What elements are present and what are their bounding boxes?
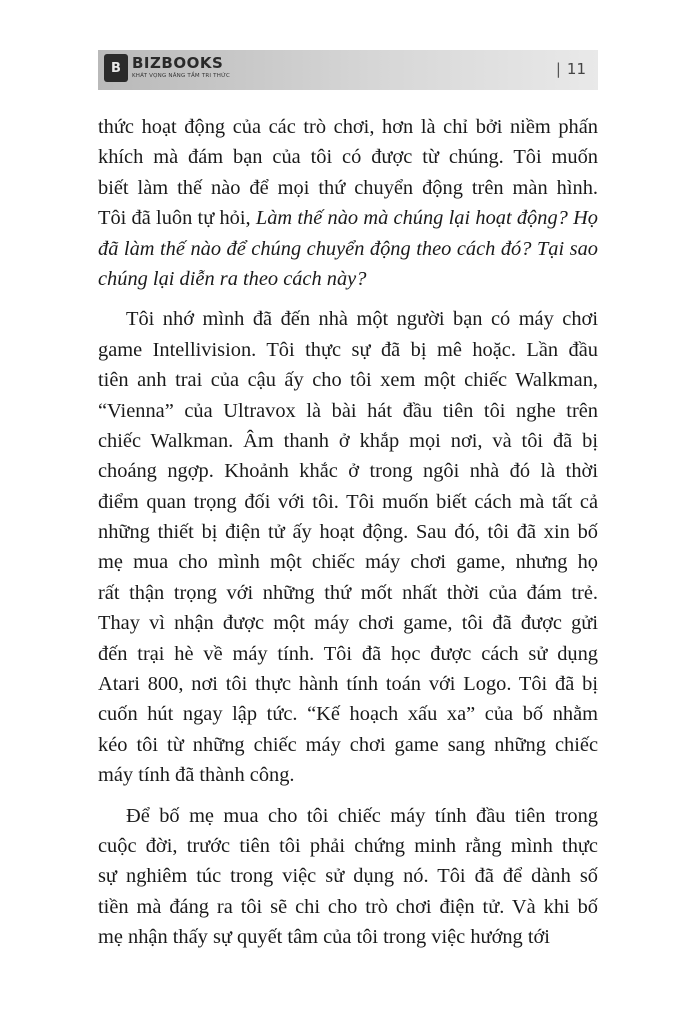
paragraph xyxy=(98,304,598,790)
paragraph-spacing xyxy=(98,791,598,801)
text-line xyxy=(98,608,598,638)
text-line xyxy=(98,639,598,669)
text-line xyxy=(98,264,598,294)
publisher-tagline: KHÁT VỌNG NÂNG TẦM TRI THỨC xyxy=(132,73,231,79)
text-line xyxy=(98,304,598,334)
text-line xyxy=(98,112,598,142)
text-segment: tiền mà đáng ra tôi sẽ chi cho trò chơi điện tử. Và khi bố xyxy=(98,895,598,918)
text-line xyxy=(98,699,598,729)
text-line xyxy=(98,487,598,517)
text-segment: mẹ mua cho mình một chiếc máy chơi game, nhưng họ xyxy=(98,551,598,574)
paragraph xyxy=(98,112,598,294)
italic-text: Làm thế nào mà chúng lại hoạt động? Họ xyxy=(255,207,599,230)
text-segment: điểm quan trọng đối với tôi. Tôi muốn biết cách mà tất cả xyxy=(98,490,598,513)
text-line xyxy=(98,669,598,699)
text-line xyxy=(98,234,598,264)
text-line xyxy=(98,365,598,395)
publisher-logo xyxy=(104,54,230,82)
text-segment: rất thận trọng với những thứ mốt nhất thời của đám trẻ. xyxy=(98,581,598,604)
text-segment: Thay vì nhận được một máy chơi game, tôi đã được gửi xyxy=(98,612,598,635)
text-segment: biết làm thế nào để mọi thứ chuyển động trên màn hình. xyxy=(98,176,598,199)
text-segment: “Vienna” của Ultravox là bài hát đầu tiên tôi nghe trên xyxy=(98,399,598,422)
text-segment: Atari 800, nơi tôi thực hành tính toán với Logo. Tôi đã bị xyxy=(98,673,598,696)
text-line xyxy=(98,730,598,760)
text-line xyxy=(98,426,598,456)
text-line xyxy=(98,760,598,790)
page-number-divider: | xyxy=(555,60,561,78)
text-line xyxy=(98,517,598,547)
italic-text: chúng lại diễn ra theo cách này? xyxy=(98,267,367,290)
text-segment: choáng ngợp. Khoảnh khắc ở trong ngôi nhà đó là thời xyxy=(98,460,598,483)
text-line xyxy=(98,801,598,831)
text-segment: mẹ nhận thấy sự quyết tâm của tôi trong việc hướng tới xyxy=(98,926,550,949)
text-line xyxy=(98,861,598,891)
text-line xyxy=(98,578,598,608)
page-number: | 11 xyxy=(555,60,586,78)
text-segment: máy tính đã thành công. xyxy=(98,764,295,787)
text-line xyxy=(98,892,598,922)
text-segment: khích mà đám bạn của tôi có được từ chúng. Tôi muốn xyxy=(98,146,598,169)
publisher-name: BIZBOOKS xyxy=(132,54,224,72)
text-segment: Để bố mẹ mua cho tôi chiếc máy tính đầu tiên trong xyxy=(126,804,598,827)
text-segment: Tôi nhớ mình đã đến nhà một người bạn có máy chơi xyxy=(126,308,598,331)
text-segment: tiên anh trai của cậu ấy cho tôi xem một chiếc Walkman, xyxy=(98,369,598,392)
text-segment: sự nghiêm túc trong việc sử dụng nó. Tôi đã để dành số xyxy=(98,865,598,888)
text-line xyxy=(98,335,598,365)
text-segment: thức hoạt động của các trò chơi, hơn là chỉ bởi niềm phấn xyxy=(98,116,598,138)
text-line xyxy=(98,396,598,426)
text-line xyxy=(98,173,598,203)
text-segment: game Intellivision. Tôi thực sự đã bị mê hoặc. Lần đầu xyxy=(98,338,598,361)
bizbooks-logo-icon: B xyxy=(104,54,128,82)
body-text xyxy=(98,112,598,953)
text-line xyxy=(98,456,598,486)
text-segment: kéo tôi từ những chiếc máy chơi game sang những chiếc xyxy=(98,733,598,756)
text-segment: Tôi đã luôn tự hỏi, xyxy=(98,207,256,230)
text-segment: cuộc đời, trước tiên tôi phải chứng minh rằng mình thực xyxy=(98,834,598,857)
text-line xyxy=(98,203,598,233)
text-segment: chiếc Walkman. Âm thanh ở khắp mọi nơi, và tôi đã bị xyxy=(98,429,598,452)
text-segment: cuốn hút ngay lập tức. “Kế hoạch xấu xa” của bố nhằm xyxy=(98,703,598,726)
text-line xyxy=(98,922,598,952)
paragraph xyxy=(98,801,598,953)
italic-text: đã làm thế nào để chúng chuyển động theo cách đó? Tại sao xyxy=(98,237,598,260)
text-line xyxy=(98,547,598,577)
text-line xyxy=(98,831,598,861)
text-segment: những thiết bị điện tử ấy hoạt động. Sau đó, tôi đã xin bố xyxy=(98,521,598,544)
text-line xyxy=(98,142,598,172)
text-segment: đến trại hè về máy tính. Tôi đã học được cách sử dụng xyxy=(98,642,598,665)
running-header xyxy=(98,50,598,90)
paragraph-spacing xyxy=(98,294,598,304)
